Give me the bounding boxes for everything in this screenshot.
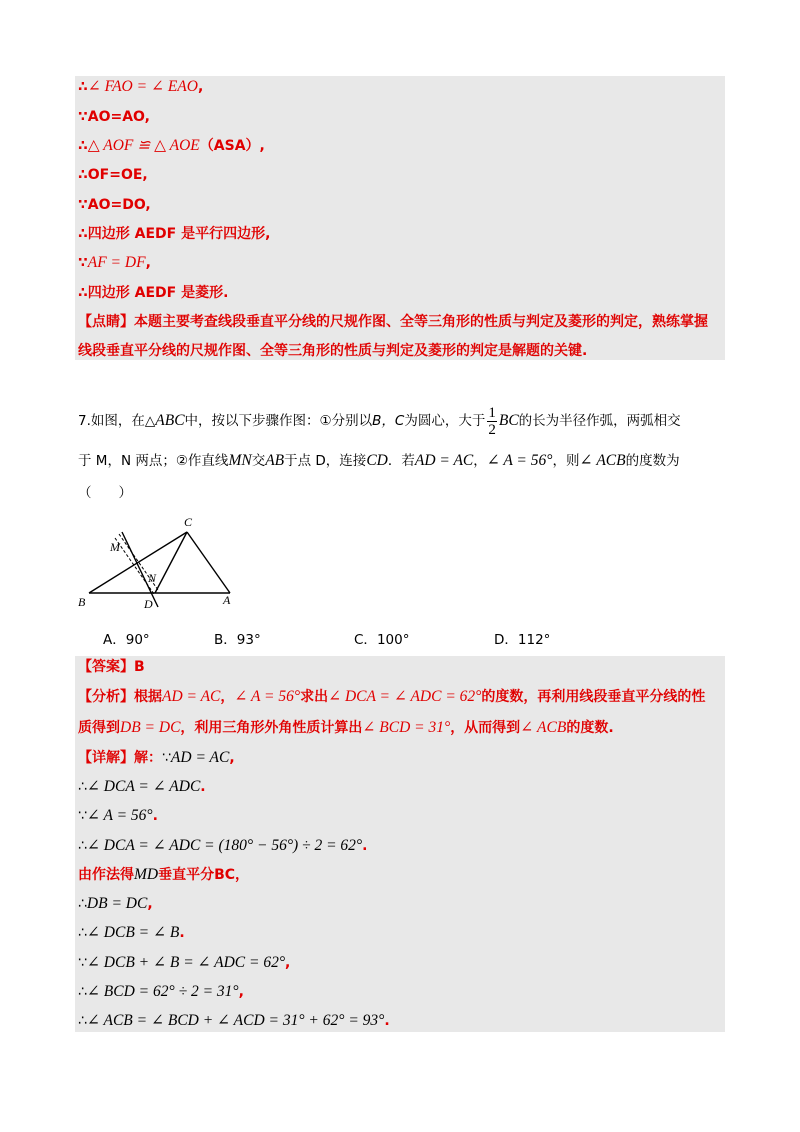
proof-line: ∵AO=DO,: [78, 197, 151, 213]
option-d[interactable]: D．112°: [494, 632, 551, 648]
label-M: M: [110, 540, 120, 554]
analysis-line-1: 【分析】根据AD = AC，∠ A = 56°求出∠ DCA = ∠ ADC = 62°的度数，再利用线段垂直平分线的性: [78, 688, 706, 705]
proof-line: ∴OF=OE,: [78, 167, 148, 183]
proof-line: ∴∠ FAO = ∠ EAO,: [78, 78, 204, 95]
proof-line: ∴四边形 AEDF 是菱形.: [78, 285, 229, 301]
label-A: A: [223, 593, 231, 607]
geometry-figure: [70, 510, 250, 615]
label-N: N: [148, 571, 157, 585]
proof-line: ∵AO=AO,: [78, 109, 150, 125]
analysis-line-2: 质得到DB = DC，利用三角形外角性质计算出∠ BCD = 31°，从而得到∠ ACB的度数.: [78, 719, 614, 736]
solution-line: ∴∠ DCA = ∠ ADC = (180° − 56°) ÷ 2 = 62°.: [78, 837, 368, 854]
question-line-1: 7.如图，在△ABC中，按以下步骤作图：①分别以B，C为圆心，大于 $\frac{1}{2}$ BC的长为半径作弧，两弧相交: [78, 404, 681, 438]
solution-line: ∴DB = DC,: [78, 895, 153, 912]
proof-line: ∴△ AOF ≌ △ AOE（ASA）,: [78, 137, 265, 154]
label-B: B: [78, 595, 86, 609]
proof-line: ∴四边形 AEDF 是平行四边形,: [78, 226, 271, 242]
solution-line: ∴∠ DCA = ∠ ADC.: [78, 778, 206, 795]
question-blank: （ ）: [78, 485, 132, 501]
solution-line: ∵∠ DCB + ∠ B = ∠ ADC = 62°,: [78, 954, 291, 971]
option-a[interactable]: A．90°: [103, 632, 150, 648]
option-c[interactable]: C．100°: [354, 632, 410, 648]
comment-line-2: 线段垂直平分线的尺规作图、全等三角形的性质与判定及菱形的判定是解题的关键.: [78, 343, 588, 359]
label-C: C: [184, 515, 193, 529]
solution-line: 【详解】解：∵AD = AC,: [78, 749, 235, 766]
fraction-one-half: $\frac{1}{2}$: [488, 404, 496, 438]
option-b[interactable]: B．93°: [214, 632, 261, 648]
solution-line: ∴∠ DCB = ∠ B.: [78, 924, 185, 941]
comment-line-1: 【点睛】本题主要考查线段垂直平分线的尺规作图、全等三角形的性质与判定及菱形的判定，熟练掌握: [78, 314, 708, 330]
label-D: D: [144, 597, 153, 611]
answer-line: 【答案】B: [78, 659, 145, 675]
solution-line: ∵∠ A = 56°.: [78, 807, 158, 824]
solution-line: 由作法得MD垂直平分BC，: [78, 866, 250, 883]
proof-line: ∵AF = DF,: [78, 254, 151, 271]
solution-line: ∴∠ BCD = 62° ÷ 2 = 31°,: [78, 983, 244, 1000]
question-line-2: 于 M，N 两点；②作直线MN交AB于点 D，连接CD．若AD = AC，∠ A = 56°，则∠ ACB的度数为: [78, 452, 680, 469]
solution-line: ∴∠ ACB = ∠ BCD + ∠ ACD = 31° + 62° = 93°.: [78, 1012, 390, 1029]
